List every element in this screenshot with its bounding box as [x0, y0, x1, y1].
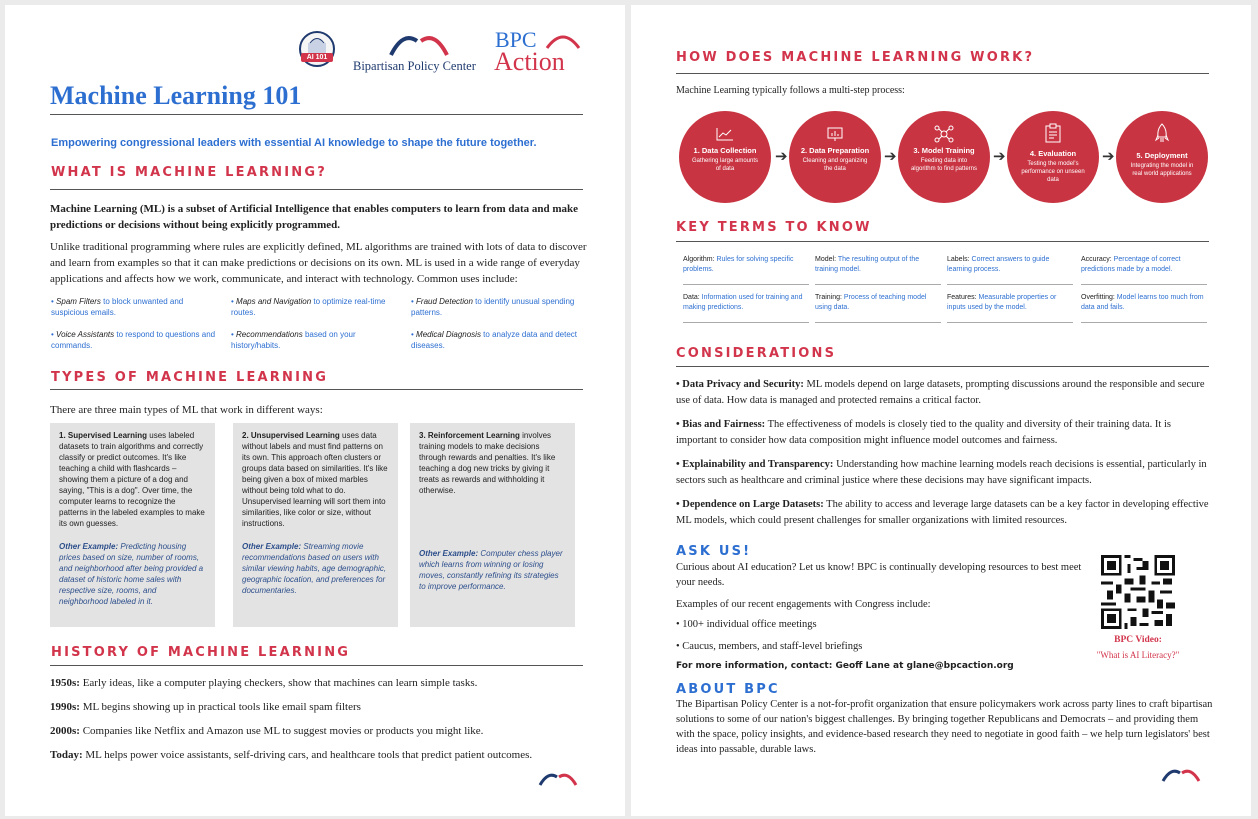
example-text: Computer chess player which learns from winning or losing moves, constantly refining its strategies to improve performance. — [419, 549, 563, 591]
term-name: Data: — [683, 294, 700, 301]
step-desc: Gathering large amounts of data — [691, 158, 759, 172]
contact-line[interactable]: For more information, contact: Geoff Lane at glane@bpcaction.org — [676, 661, 1014, 671]
history-text: Companies like Netflix and Amazon use ML to suggest movies or products you might like. — [79, 725, 484, 737]
term-training — [815, 293, 941, 323]
use-item: • Maps and Navigation to optimize real-time routes. — [231, 297, 386, 317]
type-text: uses data without labels and must find patterns on its own. This approach often clusters or groups data based on similarities. It's like being given a box of mixed marbles without being told what to do. Unsupervised learning will sort them into similarities, like color or size, without instructions. — [242, 431, 388, 528]
step-title: 3. Model Training — [913, 146, 975, 155]
consideration-title: • Explainability and Transparency: — [676, 459, 834, 470]
ask-intro: Curious about AI education? Let us know! BPC is continually developing resources to best meet your needs. — [676, 562, 1082, 588]
history-item — [50, 699, 590, 723]
page-title: Machine Learning 101 — [50, 81, 302, 110]
consideration-item — [676, 417, 1209, 448]
term-def: The resulting output of the training model. — [815, 256, 920, 273]
how-rule — [676, 73, 1209, 74]
example-text: Streaming movie recommendations based on users with similar viewing habits, age demographic, geographic location, and preferences for documentaries. — [242, 542, 387, 595]
type-desc — [242, 430, 389, 529]
example-text: Predicting housing prices based on size, number of rooms, and neighborhood after being provided a dataset of historic home sales with respective size, rooms, and neighborhood labeled in it. — [59, 542, 204, 606]
term-def: Process of teaching model using data. — [815, 294, 927, 311]
bpc-action-bottom: Action — [494, 47, 565, 76]
example-label: Other Example: — [242, 542, 302, 551]
type-box-unsupervised — [233, 423, 398, 627]
consideration-text: The effectiveness of models is closely tied to the quality and diversity of their training data. It is important to consider how data composition might influence model outcomes and fairness. — [676, 419, 1171, 446]
considerations-rule — [676, 366, 1209, 367]
bpc-action-logo — [495, 27, 587, 79]
step-title: 1. Data Collection — [693, 146, 757, 155]
use-desc: based on your history/habits. — [231, 330, 356, 350]
use-desc: to respond to questions and commands. — [51, 330, 216, 350]
use-desc: to block unwanted and suspicious emails. — [51, 297, 184, 317]
consideration-text: The ability to access and leverage large datasets can be a key factor in developing effective ML models, which could present challenges for smaller organizations with limited resources. — [676, 499, 1209, 526]
consideration-item — [676, 457, 1209, 488]
type-example — [419, 548, 566, 592]
considerations-heading: CONSIDERATIONS — [676, 346, 837, 361]
qr-code[interactable] — [1101, 555, 1175, 629]
term-features — [947, 293, 1073, 323]
arrow-icon: ➔ — [1102, 147, 1115, 165]
step-desc: Testing the model's performance on unseen data — [1021, 161, 1085, 183]
about-heading: ABOUT BPC — [676, 682, 780, 697]
network-icon — [934, 125, 954, 143]
ask-bullet: • 100+ individual office meetings — [676, 619, 817, 630]
bpc-logo — [353, 33, 489, 77]
type-num: 2. — [242, 431, 251, 440]
what-heading: WHAT IS MACHINE LEARNING? — [51, 165, 327, 180]
history-era: 2000s: — [50, 725, 80, 737]
term-overfitting — [1081, 293, 1207, 323]
use-item: • Recommendations based on your history/habits. — [231, 330, 356, 350]
consideration-text: ML models depend on large datasets, prompting discussions around the responsible and secure use of data. How data is managed and protected remains a critical factor. — [676, 379, 1205, 406]
terms-rule — [676, 241, 1209, 242]
types-heading: TYPES OF MACHINE LEARNING — [51, 370, 329, 385]
bpc-action-top: BPC — [495, 27, 537, 52]
history-era: 1950s: — [50, 677, 80, 689]
consideration-item — [676, 497, 1209, 528]
type-desc — [419, 430, 566, 496]
footer-arc-icon — [538, 771, 578, 787]
ask-heading: ASK US! — [676, 544, 752, 559]
use-term: Medical Diagnosis — [416, 330, 481, 339]
history-item — [50, 723, 590, 747]
ai101-badge-logo — [297, 31, 337, 69]
step-title: 2. Data Preparation — [800, 146, 870, 155]
consideration-item — [676, 377, 1209, 408]
use-term: Fraud Detection — [416, 297, 473, 306]
use-desc: to optimize real-time routes. — [231, 297, 386, 317]
history-era: Today: — [50, 749, 83, 761]
use-term: Voice Assistants — [56, 330, 115, 339]
how-intro: Machine Learning typically follows a multi-step process: — [676, 85, 905, 96]
use-item: • Fraud Detection to identify unusual spending patterns. — [411, 297, 575, 317]
type-title: Unsupervised Learning — [250, 431, 340, 440]
subtitle: Empowering congressional leaders with essential AI knowledge to shape the future together. — [51, 137, 537, 149]
clipboard-icon — [1044, 123, 1062, 143]
term-def: Correct answers to guide learning process. — [947, 256, 1050, 273]
video-title[interactable]: "What is AI Literacy?" — [1096, 650, 1180, 660]
considerations-list — [676, 377, 1209, 528]
history-text: ML helps power voice assistants, self-driving cars, and healthcare tools that predict patient outcomes. — [82, 749, 533, 761]
step-title: 5. Deployment — [1136, 151, 1188, 160]
terms-heading: KEY TERMS TO KNOW — [676, 220, 872, 235]
term-def: Model learns too much from data and fails. — [1081, 294, 1204, 311]
history-heading: HISTORY OF MACHINE LEARNING — [51, 645, 351, 660]
page-left — [5, 5, 625, 816]
step-model-training — [898, 111, 990, 203]
example-label: Other Example: — [59, 542, 119, 551]
step-evaluation — [1007, 111, 1099, 203]
consideration-title: • Dependence on Large Datasets: — [676, 499, 824, 510]
step-deployment — [1116, 111, 1208, 203]
term-accuracy — [1081, 255, 1207, 285]
example-label: Other Example: — [419, 549, 479, 558]
about-text: The Bipartisan Policy Center is a not-for-profit organization that ensure policymakers work across party lines to craft bipartisan solutions to some of our nation's biggest challenges. By bringing together Republicans and Democrats – and providing them with the space, policy insights, and evidence-based research they need to negotiate in good faith – we help turn legislators' best ideas into passable, durable laws. — [676, 699, 1213, 755]
footer-arc-icon — [1161, 767, 1201, 783]
term-def: Rules for solving specific problems. — [683, 256, 794, 273]
what-intro: Machine Learning (ML) is a subset of Artificial Intelligence that enables computers to learn from data and make predictions or decisions without being explicitly programmed. — [50, 203, 579, 231]
title-rule — [50, 114, 583, 115]
term-model — [815, 255, 941, 285]
use-desc: to analyze data and detect diseases. — [411, 330, 578, 350]
step-data-collection — [679, 111, 771, 203]
term-algorithm — [683, 255, 809, 285]
term-data — [683, 293, 809, 323]
history-text: ML begins showing up in practical tools like email spam filters — [79, 701, 361, 713]
term-name: Labels: — [947, 256, 970, 263]
arrow-icon: ➔ — [884, 147, 897, 165]
consideration-title: • Bias and Fairness: — [676, 419, 766, 430]
use-term: Spam Filters — [56, 297, 101, 306]
uses-col-3 — [411, 296, 581, 351]
type-text: uses labeled datasets to train algorithms and correctly classify or predict outcomes. It's like teaching a child with flashcards – showing them a picture of a dog and saying, "This is a dog". Over time, the computer learns to recognize the patterns in the labeled examples to make its own guesses. — [59, 431, 205, 528]
term-name: Training: — [815, 294, 842, 301]
page-right — [631, 5, 1251, 816]
what-rule — [50, 189, 583, 190]
step-desc: Integrating the model in real world applications — [1130, 163, 1194, 177]
arrow-icon: ➔ — [775, 147, 788, 165]
type-num: 3. — [419, 431, 428, 440]
step-title: 4. Evaluation — [1029, 149, 1077, 158]
bpc-arc-icon — [389, 33, 449, 57]
step-desc: Feeding data into algorithm to find patterns — [910, 158, 978, 172]
term-def: Measurable properties or inputs used by the model. — [947, 294, 1057, 311]
term-name: Algorithm: — [683, 256, 715, 263]
term-name: Model: — [815, 256, 837, 263]
video-label: BPC Video: — [1114, 635, 1162, 645]
term-name: Features: — [947, 294, 977, 301]
ai101-badge-text: AI 101 — [306, 54, 328, 61]
use-item: • Medical Diagnosis to analyze data and detect diseases. — [411, 330, 578, 350]
type-text: involves training models to make decisions through rewards and penalties. It's like teaching a dog new tricks by giving it treats as rewards and withholding it otherwise. — [419, 431, 556, 495]
type-title: Supervised Learning — [67, 431, 148, 440]
type-box-supervised — [50, 423, 215, 627]
history-era: 1990s: — [50, 701, 80, 713]
uses-col-1 — [51, 296, 221, 351]
type-desc — [59, 430, 206, 529]
type-example — [242, 541, 389, 596]
arrow-icon: ➔ — [993, 147, 1006, 165]
history-item — [50, 675, 590, 699]
use-term: Maps and Navigation — [236, 297, 312, 306]
type-box-reinforcement — [410, 423, 575, 627]
history-list — [50, 675, 590, 771]
consideration-text: Understanding how machine learning models reach decisions is essential, particularly in sectors such as healthcare and criminal justice where these decisions may have significant impacts. — [676, 459, 1207, 486]
term-name: Overfitting: — [1081, 294, 1115, 301]
term-name: Accuracy: — [1081, 256, 1112, 263]
history-item — [50, 747, 590, 771]
step-desc: Cleaning and organizing the data — [802, 158, 868, 172]
types-rule — [50, 389, 583, 390]
term-def: Percentage of correct predictions made by a model. — [1081, 256, 1181, 273]
use-term: Recommendations — [236, 330, 303, 339]
type-example — [59, 541, 206, 607]
rocket-icon — [1155, 123, 1169, 143]
term-labels — [947, 255, 1073, 285]
use-desc: to identify unusual spending patterns. — [411, 297, 575, 317]
uses-col-2 — [231, 296, 401, 351]
what-para: Unlike traditional programming where rules are explicitly defined, ML algorithms are trained with lots of data to discover and learn from examples so that it can make predictions or decisions on its own. ML is used in a wide range of everyday applications and affects how we work, communicate, and interact with technology. Common uses include: — [50, 241, 587, 285]
ask-bullet: • Caucus, members, and staff-level briefings — [676, 641, 863, 652]
presentation-icon — [825, 126, 845, 142]
type-title: Reinforcement Learning — [427, 431, 520, 440]
use-item: • Voice Assistants to respond to questions and commands. — [51, 330, 216, 350]
step-data-preparation — [789, 111, 881, 203]
type-num: 1. — [59, 431, 68, 440]
bpc-name: Bipartisan Policy Center — [353, 59, 476, 73]
history-text: Early ideas, like a computer playing checkers, show that machines can learn simple tasks. — [79, 677, 478, 689]
ask-examples-intro: Examples of our recent engagements with Congress include: — [676, 599, 931, 610]
term-def: Information used for training and making predictions. — [683, 294, 803, 311]
chart-icon — [715, 126, 735, 142]
use-item: • Spam Filters to block unwanted and suspicious emails. — [51, 297, 184, 317]
types-intro: There are three main types of ML that work in different ways: — [50, 404, 323, 416]
history-rule — [50, 665, 583, 666]
consideration-title: • Data Privacy and Security: — [676, 379, 804, 390]
how-heading: HOW DOES MACHINE LEARNING WORK? — [676, 50, 1035, 65]
